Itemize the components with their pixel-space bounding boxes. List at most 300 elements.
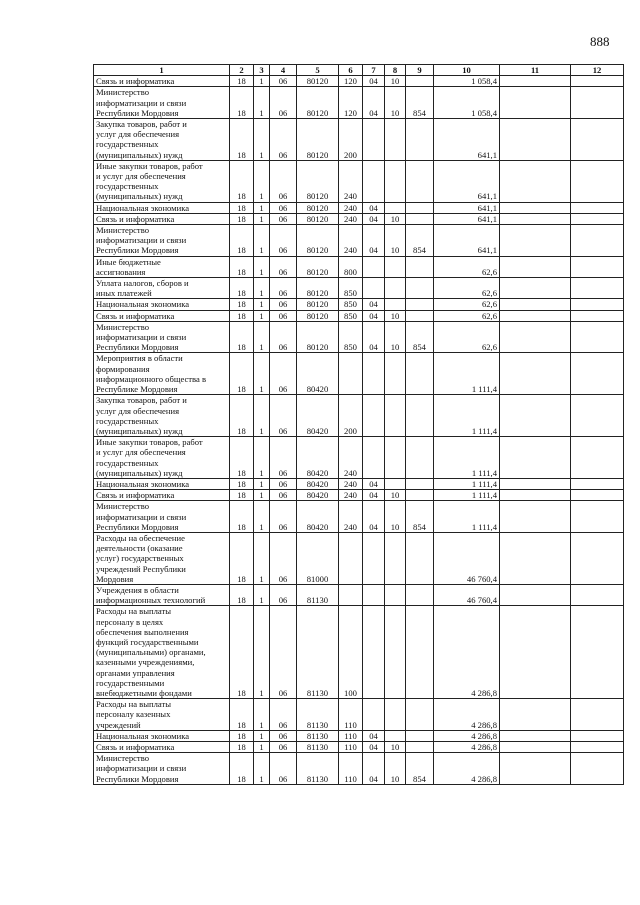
amount-cell: [571, 87, 624, 119]
amount-cell: 4 286,8: [434, 699, 500, 731]
amount-cell: [571, 353, 624, 395]
code-cell: 06: [270, 532, 297, 584]
row-name-cell: Связь и информатика: [94, 76, 230, 87]
code-cell: 1: [254, 225, 270, 257]
amount-cell: [500, 321, 571, 353]
code-cell: [385, 730, 406, 741]
amount-cell: 62,6: [434, 299, 500, 310]
code-cell: 06: [270, 501, 297, 533]
code-cell: [406, 160, 434, 202]
code-cell: 81130: [297, 584, 339, 605]
code-cell: 1: [254, 501, 270, 533]
code-cell: 110: [339, 742, 363, 753]
amount-cell: [500, 87, 571, 119]
code-cell: [406, 606, 434, 699]
code-cell: 81000: [297, 532, 339, 584]
row-name-cell: Министерство информатизации и связи Республики Мордовия: [94, 753, 230, 785]
code-cell: [385, 395, 406, 437]
code-cell: [363, 160, 385, 202]
code-cell: 1: [254, 532, 270, 584]
code-cell: [406, 278, 434, 299]
amount-cell: [571, 490, 624, 501]
code-cell: 18: [230, 699, 254, 731]
amount-cell: [500, 730, 571, 741]
table-row: [94, 699, 624, 731]
code-cell: 80120: [297, 160, 339, 202]
code-cell: [406, 699, 434, 731]
code-cell: 06: [270, 584, 297, 605]
code-cell: 04: [363, 753, 385, 785]
code-cell: 1: [254, 753, 270, 785]
amount-cell: [500, 119, 571, 161]
code-cell: 06: [270, 321, 297, 353]
amount-cell: [500, 76, 571, 87]
column-header: 2: [230, 65, 254, 76]
row-name-cell: Расходы на выплаты персоналу в целях обеспечения выполнения функций государственными (муниципальными) органами, казенными учреждениями, органами управления государственными внебюджетными фондами: [94, 606, 230, 699]
code-cell: 850: [339, 310, 363, 321]
row-name-cell: Связь и информатика: [94, 490, 230, 501]
code-cell: 1: [254, 299, 270, 310]
code-cell: 10: [385, 213, 406, 224]
amount-cell: [571, 321, 624, 353]
column-header: 7: [363, 65, 385, 76]
code-cell: [406, 202, 434, 213]
code-cell: [363, 256, 385, 277]
code-cell: 06: [270, 395, 297, 437]
code-cell: 18: [230, 742, 254, 753]
code-cell: 10: [385, 321, 406, 353]
code-cell: [406, 299, 434, 310]
table-row: [94, 753, 624, 785]
amount-cell: 641,1: [434, 225, 500, 257]
amount-cell: [571, 395, 624, 437]
table-row: [94, 353, 624, 395]
code-cell: 10: [385, 225, 406, 257]
code-cell: 1: [254, 256, 270, 277]
code-cell: 04: [363, 225, 385, 257]
code-cell: 06: [270, 606, 297, 699]
code-cell: 1: [254, 606, 270, 699]
column-header: 8: [385, 65, 406, 76]
code-cell: 06: [270, 742, 297, 753]
amount-cell: [571, 225, 624, 257]
code-cell: 80120: [297, 119, 339, 161]
column-header: 1: [94, 65, 230, 76]
table-row: [94, 584, 624, 605]
code-cell: [385, 584, 406, 605]
amount-cell: [571, 119, 624, 161]
code-cell: 18: [230, 213, 254, 224]
code-cell: 18: [230, 278, 254, 299]
table-row: [94, 202, 624, 213]
row-name-cell: Национальная экономика: [94, 478, 230, 489]
code-cell: 18: [230, 532, 254, 584]
table-row: [94, 606, 624, 699]
code-cell: [363, 353, 385, 395]
code-cell: 18: [230, 395, 254, 437]
amount-cell: [500, 532, 571, 584]
amount-cell: 641,1: [434, 160, 500, 202]
column-header: 6: [339, 65, 363, 76]
code-cell: 80120: [297, 225, 339, 257]
code-cell: 04: [363, 299, 385, 310]
code-cell: 1: [254, 119, 270, 161]
code-cell: 18: [230, 87, 254, 119]
row-name-cell: Связь и информатика: [94, 213, 230, 224]
code-cell: 1: [254, 76, 270, 87]
budget-table: [93, 64, 624, 785]
code-cell: 1: [254, 699, 270, 731]
table-row: [94, 395, 624, 437]
code-cell: 06: [270, 437, 297, 479]
table-row: [94, 160, 624, 202]
code-cell: 850: [339, 278, 363, 299]
code-cell: 854: [406, 753, 434, 785]
amount-cell: [500, 699, 571, 731]
amount-cell: 46 760,4: [434, 584, 500, 605]
amount-cell: [571, 584, 624, 605]
code-cell: 854: [406, 501, 434, 533]
code-cell: 04: [363, 478, 385, 489]
code-cell: 06: [270, 213, 297, 224]
code-cell: [406, 213, 434, 224]
code-cell: 854: [406, 225, 434, 257]
row-name-cell: Расходы на выплаты персоналу казенных учреждений: [94, 699, 230, 731]
code-cell: [406, 532, 434, 584]
code-cell: [363, 532, 385, 584]
code-cell: 110: [339, 699, 363, 731]
code-cell: 854: [406, 87, 434, 119]
amount-cell: [571, 699, 624, 731]
code-cell: 1: [254, 584, 270, 605]
row-name-cell: Уплата налогов, сборов и иных платежей: [94, 278, 230, 299]
code-cell: 80120: [297, 299, 339, 310]
code-cell: 240: [339, 213, 363, 224]
code-cell: 06: [270, 76, 297, 87]
code-cell: 1: [254, 278, 270, 299]
code-cell: 06: [270, 353, 297, 395]
table-row: [94, 730, 624, 741]
amount-cell: 4 286,8: [434, 606, 500, 699]
code-cell: 10: [385, 310, 406, 321]
code-cell: 100: [339, 606, 363, 699]
code-cell: [363, 606, 385, 699]
code-cell: 10: [385, 490, 406, 501]
amount-cell: 1 111,4: [434, 353, 500, 395]
code-cell: [406, 490, 434, 501]
code-cell: [406, 395, 434, 437]
code-cell: [385, 202, 406, 213]
code-cell: 18: [230, 490, 254, 501]
column-header: 11: [500, 65, 571, 76]
amount-cell: [571, 76, 624, 87]
amount-cell: [571, 213, 624, 224]
code-cell: 18: [230, 353, 254, 395]
amount-cell: 4 286,8: [434, 730, 500, 741]
amount-cell: [571, 753, 624, 785]
code-cell: 1: [254, 730, 270, 741]
code-cell: 10: [385, 87, 406, 119]
amount-cell: [571, 278, 624, 299]
table-row: [94, 278, 624, 299]
code-cell: 18: [230, 119, 254, 161]
code-cell: [385, 278, 406, 299]
amount-cell: 46 760,4: [434, 532, 500, 584]
code-cell: 18: [230, 202, 254, 213]
amount-cell: 1 111,4: [434, 490, 500, 501]
amount-cell: [571, 310, 624, 321]
table-row: [94, 490, 624, 501]
code-cell: 04: [363, 310, 385, 321]
row-name-cell: Иные закупки товаров, работ и услуг для обеспечения государственных (муниципальных) нужд: [94, 160, 230, 202]
code-cell: 80120: [297, 321, 339, 353]
amount-cell: 62,6: [434, 278, 500, 299]
row-name-cell: Министерство информатизации и связи Республики Мордовия: [94, 501, 230, 533]
code-cell: 850: [339, 299, 363, 310]
amount-cell: 1 058,4: [434, 87, 500, 119]
code-cell: 06: [270, 310, 297, 321]
code-cell: 81130: [297, 606, 339, 699]
amount-cell: [500, 353, 571, 395]
column-header: 3: [254, 65, 270, 76]
column-header: 9: [406, 65, 434, 76]
code-cell: 80120: [297, 278, 339, 299]
amount-cell: [571, 501, 624, 533]
amount-cell: 62,6: [434, 321, 500, 353]
code-cell: 04: [363, 76, 385, 87]
code-cell: [363, 119, 385, 161]
code-cell: 80120: [297, 213, 339, 224]
code-cell: 80120: [297, 76, 339, 87]
amount-cell: [571, 742, 624, 753]
amount-cell: 1 111,4: [434, 501, 500, 533]
code-cell: 18: [230, 730, 254, 741]
amount-cell: [500, 256, 571, 277]
code-cell: [363, 437, 385, 479]
code-cell: 04: [363, 213, 385, 224]
code-cell: 81130: [297, 753, 339, 785]
amount-cell: 641,1: [434, 213, 500, 224]
code-cell: 81130: [297, 699, 339, 731]
amount-cell: [571, 437, 624, 479]
table-row: [94, 310, 624, 321]
amount-cell: [500, 160, 571, 202]
code-cell: 18: [230, 225, 254, 257]
table-body: [94, 76, 624, 785]
code-cell: [406, 76, 434, 87]
code-cell: [406, 256, 434, 277]
code-cell: 04: [363, 202, 385, 213]
amount-cell: [500, 278, 571, 299]
code-cell: 18: [230, 606, 254, 699]
code-cell: 1: [254, 437, 270, 479]
code-cell: 850: [339, 321, 363, 353]
code-cell: 18: [230, 584, 254, 605]
amount-cell: [571, 299, 624, 310]
code-cell: 1: [254, 353, 270, 395]
table-row: [94, 225, 624, 257]
amount-cell: 4 286,8: [434, 742, 500, 753]
code-cell: 04: [363, 490, 385, 501]
code-cell: [385, 478, 406, 489]
code-cell: 240: [339, 160, 363, 202]
code-cell: 06: [270, 299, 297, 310]
amount-cell: [500, 584, 571, 605]
code-cell: 240: [339, 225, 363, 257]
column-header: 5: [297, 65, 339, 76]
table-row: [94, 76, 624, 87]
code-cell: 120: [339, 76, 363, 87]
row-name-cell: Национальная экономика: [94, 299, 230, 310]
column-header: 4: [270, 65, 297, 76]
code-cell: [363, 395, 385, 437]
amount-cell: 1 111,4: [434, 478, 500, 489]
code-cell: 04: [363, 730, 385, 741]
row-name-cell: Связь и информатика: [94, 742, 230, 753]
code-cell: 04: [363, 742, 385, 753]
amount-cell: [571, 478, 624, 489]
code-cell: 240: [339, 478, 363, 489]
code-cell: 18: [230, 76, 254, 87]
row-name-cell: Закупка товаров, работ и услуг для обеспечения государственных (муниципальных) нужд: [94, 395, 230, 437]
code-cell: 80120: [297, 202, 339, 213]
code-cell: 18: [230, 753, 254, 785]
row-name-cell: Министерство информатизации и связи Республики Мордовия: [94, 321, 230, 353]
amount-cell: [500, 310, 571, 321]
code-cell: [406, 584, 434, 605]
code-cell: 1: [254, 478, 270, 489]
amount-cell: 62,6: [434, 256, 500, 277]
code-cell: [406, 478, 434, 489]
table-row: [94, 532, 624, 584]
code-cell: 240: [339, 437, 363, 479]
amount-cell: [571, 532, 624, 584]
amount-cell: [500, 490, 571, 501]
code-cell: 110: [339, 730, 363, 741]
amount-cell: [571, 256, 624, 277]
code-cell: [385, 606, 406, 699]
code-cell: 1: [254, 213, 270, 224]
code-cell: 240: [339, 202, 363, 213]
code-cell: 80120: [297, 310, 339, 321]
amount-cell: [500, 213, 571, 224]
amount-cell: 641,1: [434, 202, 500, 213]
amount-cell: [500, 225, 571, 257]
table-row: [94, 256, 624, 277]
column-header: 12: [571, 65, 624, 76]
code-cell: 04: [363, 321, 385, 353]
code-cell: 120: [339, 87, 363, 119]
table-row: [94, 478, 624, 489]
code-cell: 06: [270, 490, 297, 501]
code-cell: [385, 160, 406, 202]
code-cell: 18: [230, 478, 254, 489]
table-row: [94, 742, 624, 753]
code-cell: 80120: [297, 87, 339, 119]
row-name-cell: Учреждения в области информационных технологий: [94, 584, 230, 605]
code-cell: 80420: [297, 501, 339, 533]
code-cell: 04: [363, 87, 385, 119]
row-name-cell: Мероприятия в области формирования информационного общества в Республике Мордовия: [94, 353, 230, 395]
code-cell: 10: [385, 742, 406, 753]
code-cell: 240: [339, 490, 363, 501]
row-name-cell: Иные бюджетные ассигнования: [94, 256, 230, 277]
amount-cell: [500, 299, 571, 310]
row-name-cell: Закупка товаров, работ и услуг для обеспечения государственных (муниципальных) нужд: [94, 119, 230, 161]
code-cell: [339, 353, 363, 395]
code-cell: 240: [339, 501, 363, 533]
amount-cell: 1 058,4: [434, 76, 500, 87]
column-header: 10: [434, 65, 500, 76]
row-name-cell: Иные закупки товаров, работ и услуг для обеспечения государственных (муниципальных) нужд: [94, 437, 230, 479]
table-row: [94, 501, 624, 533]
code-cell: 80420: [297, 437, 339, 479]
amount-cell: [500, 437, 571, 479]
code-cell: 18: [230, 256, 254, 277]
amount-cell: [500, 606, 571, 699]
code-cell: [385, 353, 406, 395]
amount-cell: [500, 501, 571, 533]
code-cell: 81130: [297, 730, 339, 741]
code-cell: 200: [339, 119, 363, 161]
code-cell: 1: [254, 160, 270, 202]
code-cell: [406, 437, 434, 479]
code-cell: [385, 437, 406, 479]
code-cell: 80420: [297, 490, 339, 501]
code-cell: 1: [254, 202, 270, 213]
code-cell: 06: [270, 119, 297, 161]
code-cell: 06: [270, 699, 297, 731]
code-cell: 1: [254, 742, 270, 753]
header-row: [94, 65, 624, 76]
amount-cell: [571, 202, 624, 213]
amount-cell: 1 111,4: [434, 395, 500, 437]
code-cell: 06: [270, 87, 297, 119]
code-cell: [385, 299, 406, 310]
code-cell: [363, 699, 385, 731]
code-cell: 18: [230, 501, 254, 533]
code-cell: 06: [270, 225, 297, 257]
code-cell: [339, 584, 363, 605]
table-row: [94, 437, 624, 479]
row-name-cell: Расходы на обеспечение деятельности (оказание услуг) государственных учреждений Республики Мордовия: [94, 532, 230, 584]
amount-cell: 62,6: [434, 310, 500, 321]
table-row: [94, 119, 624, 161]
code-cell: 200: [339, 395, 363, 437]
row-name-cell: Министерство информатизации и связи Республики Мордовия: [94, 87, 230, 119]
amount-cell: 1 111,4: [434, 437, 500, 479]
code-cell: 06: [270, 478, 297, 489]
code-cell: 06: [270, 160, 297, 202]
table-row: [94, 213, 624, 224]
code-cell: [385, 256, 406, 277]
code-cell: 110: [339, 753, 363, 785]
amount-cell: [500, 742, 571, 753]
amount-cell: [571, 160, 624, 202]
code-cell: 06: [270, 730, 297, 741]
code-cell: 18: [230, 299, 254, 310]
code-cell: [406, 310, 434, 321]
amount-cell: [571, 606, 624, 699]
amount-cell: 641,1: [434, 119, 500, 161]
row-name-cell: Национальная экономика: [94, 202, 230, 213]
code-cell: [406, 119, 434, 161]
code-cell: 06: [270, 753, 297, 785]
code-cell: 18: [230, 437, 254, 479]
amount-cell: [500, 395, 571, 437]
code-cell: [339, 532, 363, 584]
amount-cell: 4 286,8: [434, 753, 500, 785]
